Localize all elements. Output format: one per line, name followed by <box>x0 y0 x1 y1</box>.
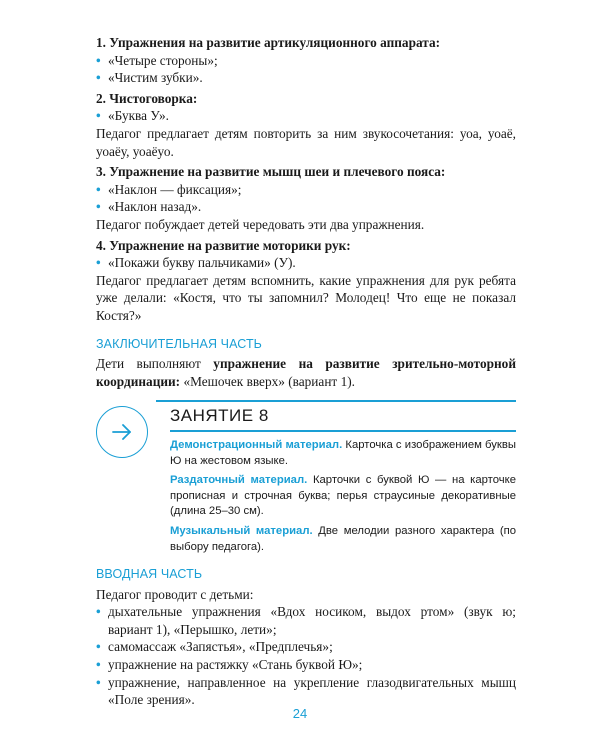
lesson-block <box>96 400 516 570</box>
material-text: Карточка с изображением буквы Ю на жестовом языке. <box>170 439 516 467</box>
section-title-intro: ВВОДНАЯ ЧАСТЬ <box>96 567 203 581</box>
exercise-heading-3: 3. Упражнение на развитие мышц шеи и плечевого пояса: <box>96 164 446 180</box>
arrow-right-icon <box>109 419 135 445</box>
material-label: Демонстрационный материал. <box>170 439 343 451</box>
material-text: Две мелодии разного характера (по выбору педагога). <box>170 524 517 553</box>
paragraph: Педагог предлагает детям вспомнить, какие упражнения для рук ребята уже делали: «Костя, что ты запомнил? Молодец! Что еще не показал Костя?» <box>96 272 516 323</box>
lesson-circle <box>96 406 148 458</box>
main-text-block <box>96 34 516 390</box>
list-item: • «Буква У». <box>96 107 516 125</box>
intro-text-block <box>96 566 516 709</box>
final-text-tail: «Мешочек вверх» (вариант 1). <box>180 373 355 389</box>
final-section-text <box>96 355 516 390</box>
paragraph: Педагог предлагает детям повторить за ним звукосочетания: уоа, уоаё, уоаёу, уоаёуо. <box>96 125 516 159</box>
material-label: Раздаточный материал. <box>170 474 308 487</box>
material-demo <box>170 438 516 469</box>
lesson-top-rule <box>156 400 516 402</box>
page-number: 24 <box>292 706 308 721</box>
intro-lead: Педагог проводит с детьми: <box>96 586 254 602</box>
material-music <box>170 524 516 555</box>
list-item: • дыхательные упражнения «Вдох носиком, выдох ртом» (звук ю; вариант 1), «Перышко, лети»; <box>96 603 516 638</box>
lesson-materials <box>170 438 516 559</box>
exercise-heading-4: 4. Упражнение на развитие моторики рук: <box>96 237 351 253</box>
list-item: • «Четыре стороны»; <box>96 52 516 70</box>
lesson-title: ЗАНЯТИЕ 8 <box>170 406 269 425</box>
list-item: • самомассаж «Запястья», «Предплечья»; <box>96 638 516 656</box>
exercise-heading-2: 2. Чистоговорка: <box>96 90 198 106</box>
list-item: • упражнение, направленное на укрепление глазодвигательных мышц «Поле зрения». <box>96 674 516 709</box>
list-item: • «Наклон — фиксация»; <box>96 181 516 199</box>
exercise-heading-1: 1. Упражнения на развитие артикуляционного аппарата: <box>96 35 441 50</box>
list-item: • «Покажи букву пальчиками» (У). <box>96 254 516 272</box>
list-item: • «Наклон назад». <box>96 198 516 216</box>
list-item: • упражнение на растяжку «Стань буквой Ю»; <box>96 656 516 674</box>
material-handout <box>170 473 516 520</box>
paragraph: Педагог побуждает детей чередовать эти два упражнения. <box>96 216 425 232</box>
lesson-title-rule <box>170 430 516 432</box>
final-text-lead: Дети выполняют <box>96 356 214 372</box>
final-text-bold: упражнение на развитие зрительно-моторной координации: <box>96 356 516 389</box>
section-title-final: ЗАКЛЮЧИТЕЛЬНАЯ ЧАСТЬ <box>96 336 262 351</box>
material-label: Музыкальный материал. <box>170 524 313 537</box>
list-item: • «Чистим зубки». <box>96 69 516 87</box>
material-text: Карточки с буквой Ю — на карточке прописная и строчная буква; перья страусиные декоративные (длина 25–30 см). <box>170 474 517 518</box>
